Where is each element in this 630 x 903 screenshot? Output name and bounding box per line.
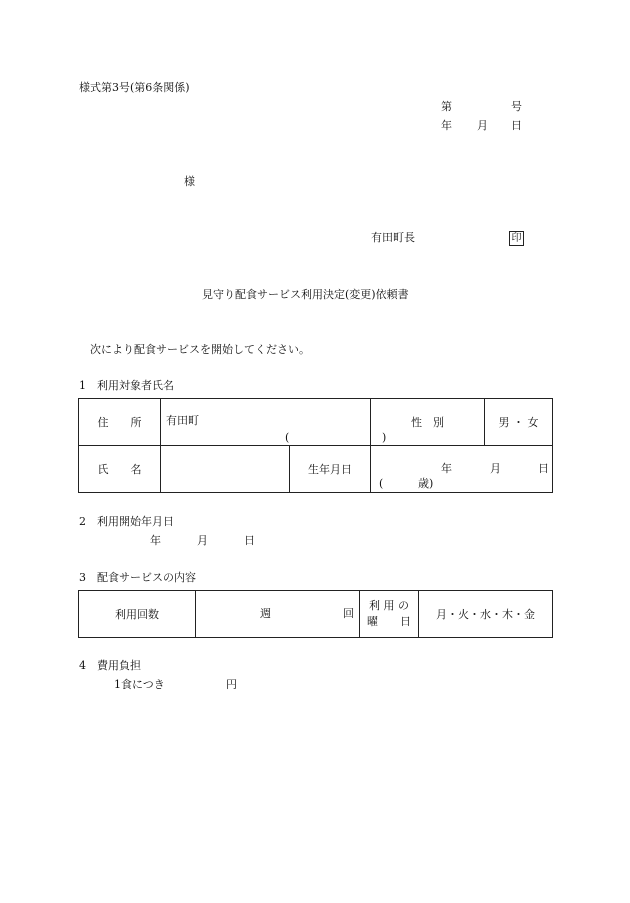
dow-label-cell [360, 591, 419, 638]
days-value-cell[interactable] [419, 591, 553, 638]
address-label: 住 所 [97, 416, 142, 429]
header-tsuki: 月 [477, 119, 488, 132]
form-number: 様式第3号(第6条関係) [79, 81, 190, 94]
gender-label-cell [371, 399, 485, 446]
days-value: 月・火・水・木・金 [436, 608, 535, 621]
start-tsuki: 月 [197, 534, 208, 547]
header-dai: 第 [441, 100, 452, 113]
name-label-cell [79, 446, 161, 493]
section2-heading: 2 利用開始年月日 [79, 515, 174, 528]
intro-text: 次により配食サービスを開始してください。 [90, 343, 310, 356]
seal-stamp [509, 231, 524, 246]
seal-char: 印 [509, 231, 524, 246]
section1-heading: 1 利用対象者氏名 [79, 379, 174, 392]
age-suffix: 歳) [418, 477, 434, 490]
dob-hi: 日 [538, 462, 549, 475]
start-nen: 年 [150, 534, 161, 547]
section3-heading: 3 配食サービスの内容 [79, 571, 196, 584]
address-label-cell [79, 399, 161, 446]
age-open: ( [379, 477, 384, 490]
address-paren-close: ) [382, 431, 387, 444]
recipient-sama: 様 [184, 175, 195, 188]
name-value-cell[interactable] [161, 446, 290, 493]
gender-value: 男 ・ 女 [498, 416, 539, 429]
count-label-cell [79, 591, 196, 638]
name-label: 氏 名 [97, 463, 142, 476]
dob-nen: 年 [441, 462, 452, 475]
dob-tsuki: 月 [490, 462, 501, 475]
yen-label: 円 [226, 678, 237, 691]
service-table [78, 590, 553, 638]
start-hi: 日 [244, 534, 255, 547]
dob-value-cell[interactable] [371, 446, 553, 493]
issuer-name: 有田町長 [371, 231, 415, 244]
address-value: 有田町 [166, 414, 199, 427]
address-value-cell[interactable] [161, 399, 387, 446]
week-label: 週 [260, 607, 271, 620]
count-value-cell[interactable] [196, 591, 360, 638]
times-label: 回 [343, 607, 354, 620]
gender-label: 性 別 [411, 416, 444, 429]
per-meal-label: 1食につき [114, 678, 165, 691]
gender-value-cell[interactable] [485, 399, 553, 446]
header-go: 号 [511, 100, 522, 113]
dow-label-line2: 曜 日 [367, 615, 411, 628]
dob-label-cell [290, 446, 371, 493]
applicant-table [78, 398, 553, 493]
dow-label-line1: 利 用 の [369, 598, 409, 612]
count-label: 利用回数 [115, 608, 159, 621]
address-paren-open: ( [285, 431, 290, 444]
dob-label: 生年月日 [308, 463, 352, 476]
header-hi: 日 [511, 119, 522, 132]
header-nen: 年 [441, 119, 452, 132]
document-title: 見守り配食サービス利用決定(変更)依頼書 [202, 288, 409, 301]
section4-heading: 4 費用負担 [79, 659, 141, 672]
